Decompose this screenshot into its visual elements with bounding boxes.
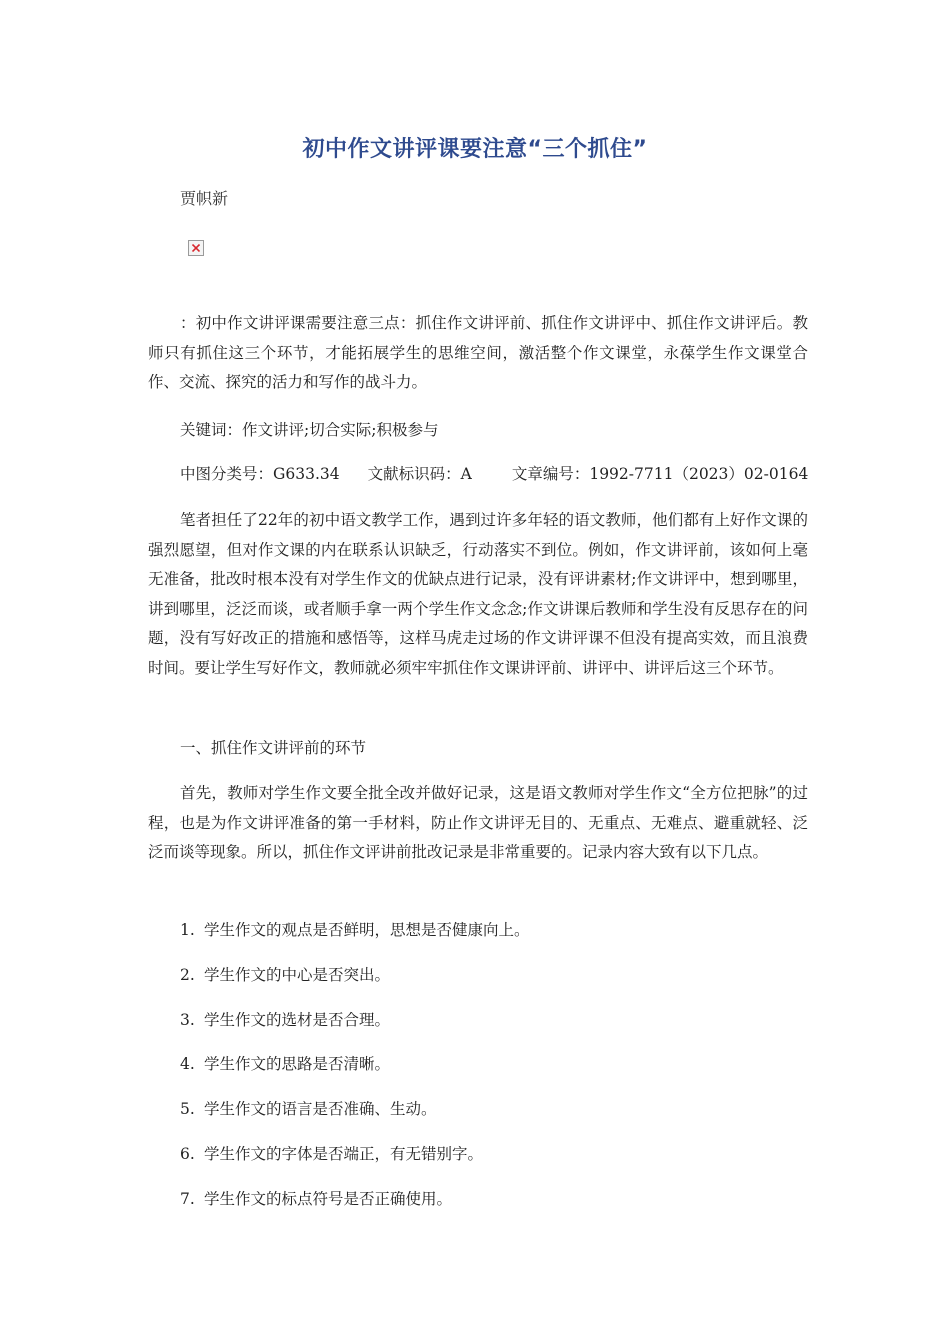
list-item-number: 3. (180, 1011, 195, 1029)
list-item-text: 学生作文的语言是否准确、生动。 (204, 1100, 437, 1118)
keywords-line: 关键词：作文讲评;切合实际;积极参与 (180, 421, 439, 439)
list-item-text: 学生作文的选材是否合理。 (204, 1011, 391, 1029)
list-item (180, 1053, 390, 1075)
list-item (180, 1143, 483, 1165)
section-heading: 一、抓住作文讲评前的环节 (180, 739, 367, 757)
list-item-text: 学生作文的字体是否端正，有无错别字。 (204, 1145, 484, 1163)
author-name: 贾帜新 (180, 189, 229, 208)
article-number: 文章编号：1992-7711（2023）02-0164 (511, 465, 809, 483)
doc-code: 文献标识码：A (367, 465, 472, 483)
list-item (180, 964, 390, 986)
list-item-number: 7. (180, 1190, 195, 1208)
classification-line (180, 463, 808, 485)
list-item-number: 2. (180, 966, 195, 984)
list-item-number: 4. (180, 1055, 195, 1073)
list-item-number: 5. (180, 1100, 195, 1118)
list-item-number: 1. (180, 921, 195, 939)
list-item (180, 1188, 452, 1210)
list-item-text: 学生作文的中心是否突出。 (204, 966, 391, 984)
intro-block (148, 506, 808, 683)
article-title: 初中作文讲评课要注意“三个抓住” (302, 137, 648, 162)
list-item-text: 学生作文的观点是否鲜明，思想是否健康向上。 (204, 921, 530, 939)
section-block (148, 779, 808, 868)
list-item-number: 6. (180, 1145, 195, 1163)
broken-image-icon (188, 240, 204, 256)
list-item-text: 学生作文的思路是否清晰。 (204, 1055, 391, 1073)
list-item (180, 919, 530, 941)
list-item (180, 1098, 437, 1120)
clc-code: 中图分类号：G633.34 (180, 465, 340, 483)
abstract-block (148, 309, 808, 398)
list-item (180, 1009, 390, 1031)
abstract-paragraph: ：初中作文讲评课需要注意三点：抓住作文讲评前、抓住作文讲评中、抓住作文讲评后。教师只有抓住这三个环节，才能拓展学生的思维空间，激活整个作文课堂，永葆学生作文课堂合作、交流、探究的活力和写作的战斗力。 (148, 314, 808, 391)
section-paragraph: 首先，教师对学生作文要全批全改并做好记录，这是语文教师对学生作文“全方位把脉”的过程，也是为作文讲评准备的第一手材料，防止作文讲评无目的、无重点、无难点、避重就轻、泛泛而谈等现象。所以，抓住作文评讲前批改记录是非常重要的。记录内容大致有以下几点。 (148, 784, 808, 861)
list-item-text: 学生作文的标点符号是否正确使用。 (204, 1190, 453, 1208)
intro-paragraph: 笔者担任了22年的初中语文教学工作，遇到过许多年轻的语文教师，他们都有上好作文课的强烈愿望，但对作文课的内在联系认识缺乏，行动落实不到位。例如，作文讲评前，该如何上毫无准备，批改时根本没有对学生作文的优缺点进行记录，没有评讲素材;作文讲评中，想到哪里，讲到哪里，泛泛而谈，或者顺手拿一两个学生作文念念;作文讲课后教师和学生没有反思存在的问题，没有写好改正的措施和感悟等，这样马虎走过场的作文讲评课不但没有提高实效，而且浪费时间。要让学生写好作文，教师就必须牢牢抓住作文课讲评前、讲评中、讲评后这三个环节。 (148, 511, 808, 677)
